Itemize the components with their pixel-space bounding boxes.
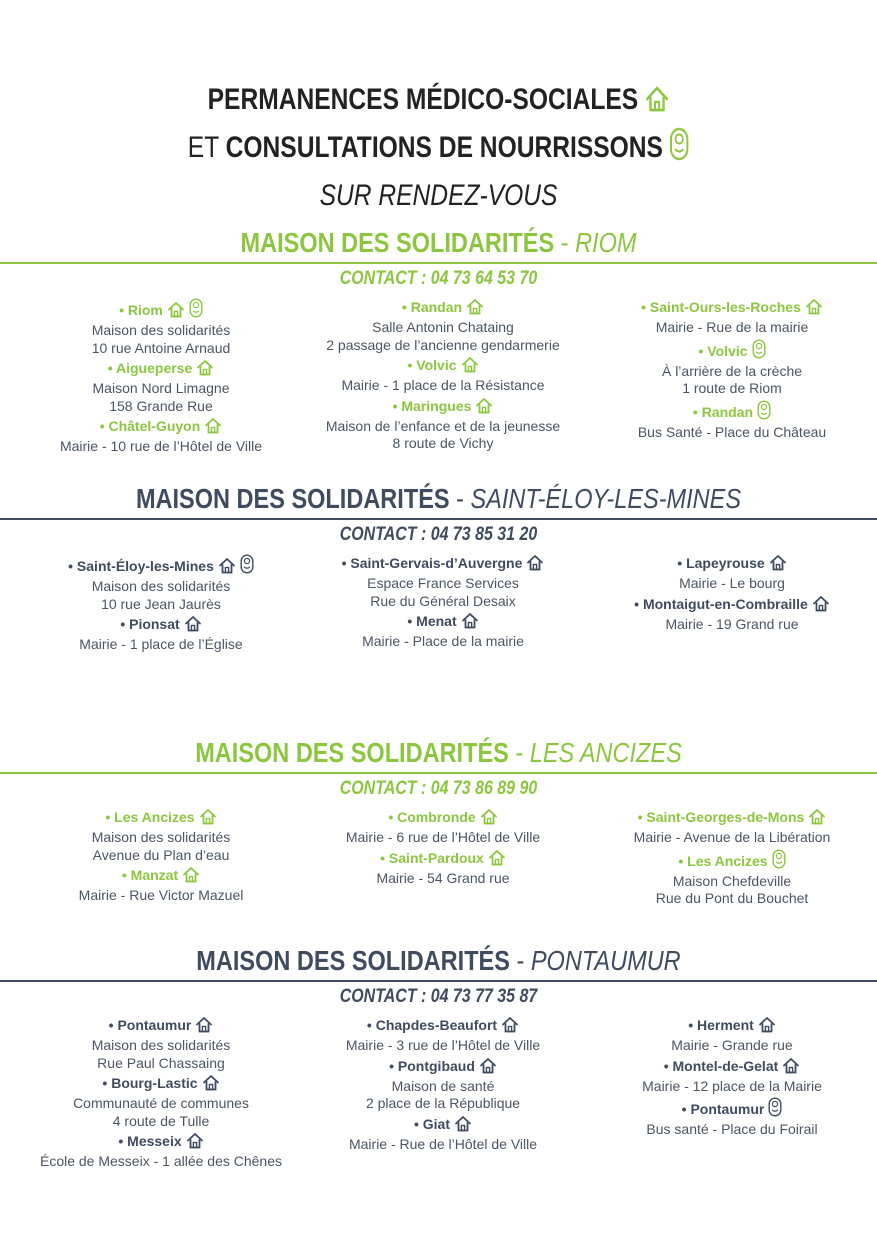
location-entry <box>293 356 593 395</box>
location-entry <box>293 808 593 847</box>
location-name-text: • Pionsat <box>120 616 180 632</box>
header-et: ET <box>187 131 219 164</box>
house-icon <box>204 417 222 438</box>
section-contact-phone: CONTACT : 04 73 77 35 87 <box>339 986 538 1007</box>
house-icon <box>199 808 217 829</box>
location-name-text: • Riom <box>119 302 163 318</box>
house-icon <box>475 397 493 418</box>
section-divider <box>0 980 877 982</box>
house-icon <box>461 612 479 633</box>
locations-grid <box>0 554 877 652</box>
locations-grid <box>0 808 877 906</box>
location-address-line: 2 passage de l’ancienne gendarmerie <box>326 336 560 353</box>
location-name <box>293 298 593 319</box>
location-address-line: Maison des solidarités <box>91 829 231 845</box>
location-name-text: • Combronde <box>388 809 476 825</box>
location-address-line: Mairie - Rue de la mairie <box>655 319 809 335</box>
location-entry <box>293 1016 593 1055</box>
location-address-line: Bus santé - Place du Foirail <box>646 1121 818 1137</box>
location-name <box>11 808 311 829</box>
section-title-main: MAISON DES SOLIDARITÉS <box>196 945 510 976</box>
location-name <box>582 595 877 616</box>
location-address-line: Bus Santé - Place du Château <box>637 423 827 440</box>
house-icon <box>202 1074 220 1095</box>
header-consultations-title: CONSULTATIONS DE NOURRISSONS <box>225 131 663 164</box>
location-entry <box>11 554 311 613</box>
location-name-text: • Maringues <box>392 397 472 414</box>
house-icon <box>488 849 506 870</box>
location-name <box>293 397 593 418</box>
section-les-ancizes <box>0 736 877 906</box>
location-address-line: 4 route de Tulle <box>112 1112 210 1129</box>
location-entry <box>11 359 311 415</box>
location-name <box>293 612 593 633</box>
house-icon <box>808 808 826 829</box>
location-entry <box>293 612 593 651</box>
location-name <box>582 808 877 829</box>
location-address-line: Mairie - 12 place de la Mairie <box>642 1077 822 1094</box>
location-name <box>582 400 877 424</box>
location-address-line: 10 rue Jean Jaurès <box>101 595 221 612</box>
location-name <box>293 808 593 829</box>
location-name-text: • Bourg-Lastic <box>102 1075 198 1091</box>
location-address-line: Mairie - Rue de l’Hôtel de Ville <box>348 1135 538 1152</box>
location-address-line: Maison Chefdeville <box>672 872 792 889</box>
location-address-line: Mairie - 19 Grand rue <box>665 615 799 632</box>
location-name <box>582 1016 877 1037</box>
location-entry <box>582 849 877 908</box>
house-icon <box>186 1132 204 1153</box>
section-title: MAISON DES SOLIDARITÉS - RIOM <box>240 227 637 258</box>
house-icon <box>218 557 236 578</box>
location-name <box>11 298 311 322</box>
section-divider <box>0 518 877 520</box>
location-name <box>582 554 877 575</box>
location-entry <box>293 397 593 453</box>
locations-column <box>11 1016 311 1173</box>
location-entry <box>582 400 877 442</box>
location-entry <box>582 595 877 634</box>
location-name-text: • Les Ancizes <box>678 852 768 869</box>
location-name-text: • Lapeyrouse <box>677 555 765 571</box>
location-entry <box>11 615 311 654</box>
house-icon <box>480 808 498 829</box>
location-name-text: • Chapdes-Beaufort <box>366 1017 498 1033</box>
house-icon <box>195 1016 213 1037</box>
location-name-text: • Randan <box>692 403 754 420</box>
location-entry <box>582 1016 877 1055</box>
locations-column <box>293 808 593 889</box>
location-name <box>293 1115 593 1136</box>
location-address-line: Mairie - 10 rue de l’Hôtel de Ville <box>59 438 263 454</box>
house-icon <box>812 595 830 616</box>
location-address-line: Mairie - Place de la mairie <box>362 633 524 649</box>
location-name <box>293 1057 593 1078</box>
location-name <box>582 1097 877 1121</box>
locations-column <box>293 554 593 653</box>
house-icon <box>454 1115 472 1136</box>
section-title-location: RIOM <box>575 227 637 258</box>
location-name-text: • Saint-Ours-les-Roches <box>641 299 801 315</box>
location-entry <box>11 1132 311 1171</box>
locations-column <box>11 554 311 656</box>
section-contact-phone: CONTACT : 04 73 86 89 90 <box>339 778 538 799</box>
location-name <box>293 1016 593 1037</box>
header-permanences-title: PERMANENCES MÉDICO-SOCIALES <box>207 83 639 116</box>
section-saint-loy-les-mines <box>0 482 877 652</box>
house-icon <box>758 1016 776 1037</box>
house-icon <box>167 301 185 322</box>
location-name-text: • Randan <box>401 299 463 315</box>
section-title-location: SAINT-ÉLOY-LES-MINES <box>470 483 742 514</box>
locations-column <box>582 298 877 443</box>
location-address-line: Mairie - 6 rue de l’Hôtel de Ville <box>345 829 541 845</box>
location-name-text: • Herment <box>688 1017 754 1033</box>
location-name <box>11 615 311 636</box>
header-line-2 <box>79 126 798 174</box>
section-title: MAISON DES SOLIDARITÉS - SAINT-ÉLOY-LES-MINES <box>135 483 742 514</box>
baby-icon <box>670 127 690 174</box>
baby-icon <box>772 849 786 873</box>
locations-grid <box>0 298 877 454</box>
house-icon <box>479 1057 497 1078</box>
location-name-text: • Giat <box>413 1115 451 1132</box>
location-entry <box>582 554 877 593</box>
house-icon <box>182 866 200 887</box>
location-address-line: Rue Paul Chassaing <box>97 1054 225 1071</box>
location-entry <box>11 1074 311 1130</box>
location-name <box>293 849 593 870</box>
location-name <box>11 1132 311 1153</box>
location-name-text: • Manzat <box>121 867 179 883</box>
location-name-text: • Saint-Gervais-d’Auvergne <box>341 555 523 571</box>
location-entry <box>582 339 877 398</box>
location-name <box>11 359 311 380</box>
location-address-line: École de Messeix - 1 allée des Chênes <box>39 1153 283 1169</box>
locations-column <box>293 1016 593 1155</box>
house-icon <box>501 1016 519 1037</box>
house-icon <box>526 554 544 575</box>
location-name <box>293 356 593 377</box>
location-address-line: Maison de l’enfance et de la jeunesse <box>325 417 561 434</box>
house-icon <box>461 356 479 377</box>
section-title-location: LES ANCIZES <box>529 737 682 768</box>
section-contact-phone: CONTACT : 04 73 64 53 70 <box>339 268 538 289</box>
section-title-location: PONTAUMUR <box>530 945 681 976</box>
location-name-text: • Volvic <box>698 342 748 359</box>
baby-icon <box>757 400 771 424</box>
location-address-line: Rue du Pont du Bouchet <box>655 890 809 906</box>
location-address-line: Mairie - Le bourg <box>679 575 785 591</box>
locations-column <box>582 554 877 635</box>
location-name <box>11 1074 311 1095</box>
location-address-line: Avenue du Plan d’eau <box>92 846 230 863</box>
house-icon <box>782 1057 800 1078</box>
location-name <box>11 554 311 578</box>
section-divider <box>0 262 877 264</box>
location-address-line: 2 place de la République <box>365 1095 521 1111</box>
location-address-line: Rue du Général Desaix <box>370 592 516 609</box>
location-name <box>582 339 877 363</box>
location-address-line: Mairie - 1 place de l’Église <box>79 636 243 652</box>
header-sur-rendez-vous: SUR RENDEZ-VOUS <box>319 179 558 212</box>
house-icon <box>769 554 787 575</box>
location-entry <box>582 1057 877 1096</box>
location-address-line: Espace France Services <box>367 575 519 591</box>
location-name-text: • Messeix <box>118 1133 182 1149</box>
location-name-text: • Montel-de-Gelat <box>663 1057 779 1074</box>
location-name-text: • Les Ancizes <box>105 809 195 825</box>
house-icon <box>196 359 214 380</box>
location-name-text: • Menat <box>407 613 457 629</box>
location-address-line: 158 Grande Rue <box>109 397 213 414</box>
location-name-text: • Saint-Pardoux <box>380 849 484 866</box>
location-address-line: Maison Nord Limagne <box>92 380 230 396</box>
locations-grid <box>0 1016 877 1169</box>
location-address-line: Mairie - 54 Grand rue <box>376 869 510 886</box>
location-name <box>582 1057 877 1078</box>
location-address-line: Maison de santé <box>391 1077 495 1094</box>
location-entry <box>293 554 593 610</box>
location-address-line: Mairie - Rue Victor Mazuel <box>78 887 244 903</box>
location-address-line: Mairie - 3 rue de l’Hôtel de Ville <box>345 1037 541 1053</box>
location-address-line: À l’arrière de la crèche <box>661 362 803 379</box>
location-address-line: 1 route de Riom <box>682 380 782 396</box>
location-entry <box>293 849 593 888</box>
location-name <box>11 417 311 438</box>
location-name-text: • Pontaumur <box>681 1101 765 1117</box>
location-name <box>11 1016 311 1037</box>
header-line-3 <box>79 174 798 218</box>
location-entry <box>11 298 311 357</box>
location-address-line: Communauté de communes <box>73 1095 249 1111</box>
location-name-text: • Saint-Éloy-les-Mines <box>68 558 214 574</box>
section-title: MAISON DES SOLIDARITÉS - PONTAUMUR <box>196 945 681 976</box>
location-entry <box>293 1115 593 1154</box>
section-title-main: MAISON DES SOLIDARITÉS <box>195 737 509 768</box>
location-address-line: Mairie - Grande rue <box>671 1037 793 1053</box>
location-address-line: Maison des solidarités <box>91 1037 231 1053</box>
location-name <box>293 554 593 575</box>
house-icon <box>466 298 484 319</box>
location-name-text: • Saint-Georges-de-Mons <box>637 809 805 825</box>
house-icon <box>645 82 670 126</box>
location-address-line: Maison des solidarités <box>91 322 231 338</box>
location-entry <box>582 808 877 847</box>
baby-icon <box>752 339 766 363</box>
locations-column <box>11 808 311 907</box>
location-name-text: • Châtel-Guyon <box>99 418 201 434</box>
baby-icon <box>189 298 203 322</box>
house-icon <box>184 615 202 636</box>
location-name <box>11 866 311 887</box>
location-entry <box>11 417 311 456</box>
baby-icon <box>768 1097 782 1121</box>
house-icon <box>805 298 823 319</box>
location-address-line: Salle Antonin Chataing <box>372 319 514 335</box>
location-name-text: • Aigueperse <box>107 360 193 376</box>
location-name-text: • Pontaumur <box>108 1017 192 1033</box>
locations-column <box>582 808 877 910</box>
section-title: MAISON DES SOLIDARITÉS - LES ANCIZES <box>195 737 682 768</box>
location-name-text: • Volvic <box>407 357 457 373</box>
baby-icon <box>240 554 254 578</box>
location-name-text: • Montaigut-en-Combraille <box>634 595 808 612</box>
location-name-text: • Pontgibaud <box>389 1057 475 1074</box>
section-contact-phone: CONTACT : 04 73 85 31 20 <box>339 524 538 545</box>
section-divider <box>0 772 877 774</box>
locations-column <box>11 298 311 458</box>
location-entry <box>11 866 311 905</box>
location-address-line: Mairie - Avenue de la Libération <box>633 829 831 845</box>
section-title-main: MAISON DES SOLIDARITÉS <box>240 227 555 258</box>
location-address-line: 10 rue Antoine Arnaud <box>91 339 231 356</box>
location-entry <box>11 1016 311 1072</box>
location-name <box>582 849 877 873</box>
location-entry <box>582 1097 877 1139</box>
header-line-1 <box>79 78 798 126</box>
location-entry <box>293 298 593 354</box>
location-entry <box>582 298 877 337</box>
location-entry <box>293 1057 593 1113</box>
location-entry <box>11 808 311 864</box>
section-title-main: MAISON DES SOLIDARITÉS <box>135 483 450 514</box>
locations-column <box>582 1016 877 1141</box>
section-riom <box>0 226 877 454</box>
page-header <box>0 78 877 218</box>
location-address-line: Mairie - 1 place de la Résistance <box>341 377 545 393</box>
locations-column <box>293 298 593 455</box>
location-address-line: 8 route de Vichy <box>392 435 494 451</box>
section-pontaumur <box>0 944 877 1169</box>
location-address-line: Maison des solidarités <box>91 578 231 594</box>
location-name <box>582 298 877 319</box>
